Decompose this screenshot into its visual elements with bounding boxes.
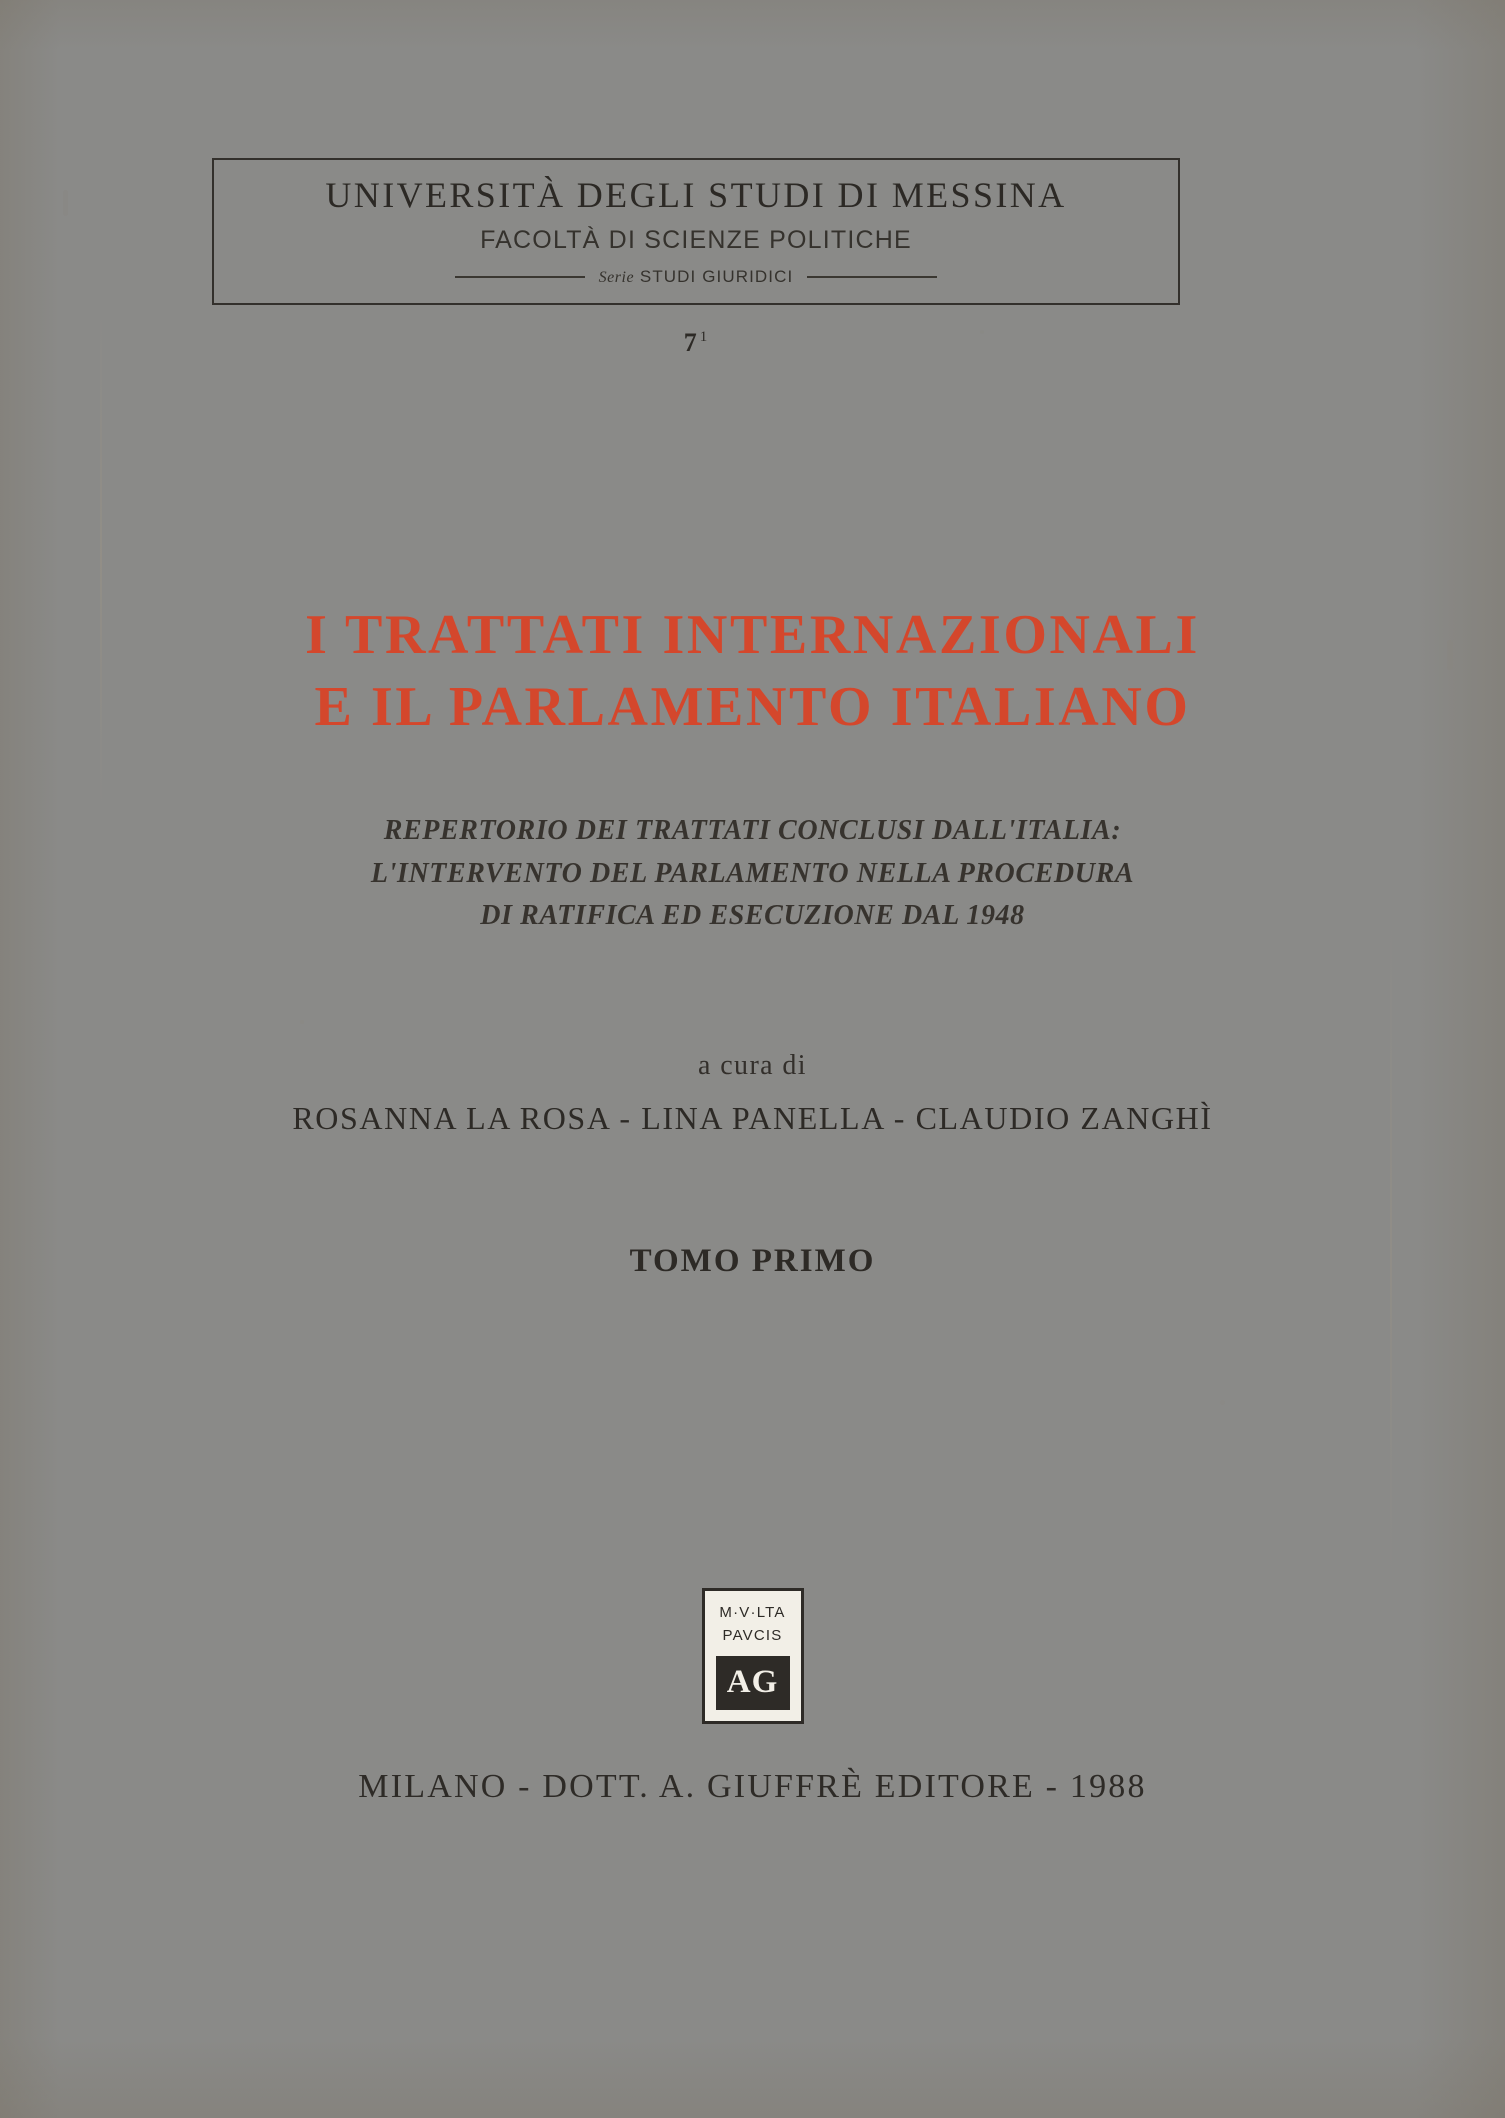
editors-prefix: a cura di [698,1050,807,1081]
series-rule-right [807,276,937,278]
university-name: UNIVERSITÀ DEGLI STUDI DI MESSINA [325,175,1067,215]
title-line-1: I TRATTATI INTERNAZIONALI [305,604,1200,666]
title-line-2: E IL PARLAMENTO ITALIANO [314,675,1191,738]
series-label-caps: STUDI GIURIDICI [639,267,794,286]
logo-motto-line-2: PAVCIS [722,1627,783,1645]
logo-motto-line-1: M·V·LTA [719,1604,786,1621]
book-title [0,600,1505,743]
subtitle-line-3: DI RATIFICA ED ESECUZIONE DAL 1948 [480,900,1025,932]
faculty-name: FACOLTÀ DI SCIENZE POLITICHE [480,226,912,254]
institution-header-box [212,158,1180,305]
series-label-italic: Serie [598,269,635,286]
publisher-imprint: MILANO - DOTT. A. GIUFFRÈ EDITORE - 1988 [358,1768,1147,1805]
series-number-superscript: 1 [699,329,709,346]
subtitle-line-1: REPERTORIO DEI TRATTATI CONCLUSI DALL'ITALIA: [383,815,1122,846]
series-number-value: 7 [683,328,698,357]
series-row [214,267,1178,287]
subtitle-line-2: L'INTERVENTO DEL PARLAMENTO NELLA PROCEDURA [370,857,1135,889]
series-rule-left [455,276,585,278]
series-label [599,267,794,287]
series-number [212,328,1180,358]
publisher-logo-icon [702,1588,804,1724]
logo-monogram: AG [716,1656,790,1710]
book-subtitle [0,810,1505,938]
volume-label: TOMO PRIMO [629,1243,876,1279]
editors-names: ROSANNA LA ROSA - LINA PANELLA - CLAUDIO ZANGHÌ [292,1100,1213,1136]
